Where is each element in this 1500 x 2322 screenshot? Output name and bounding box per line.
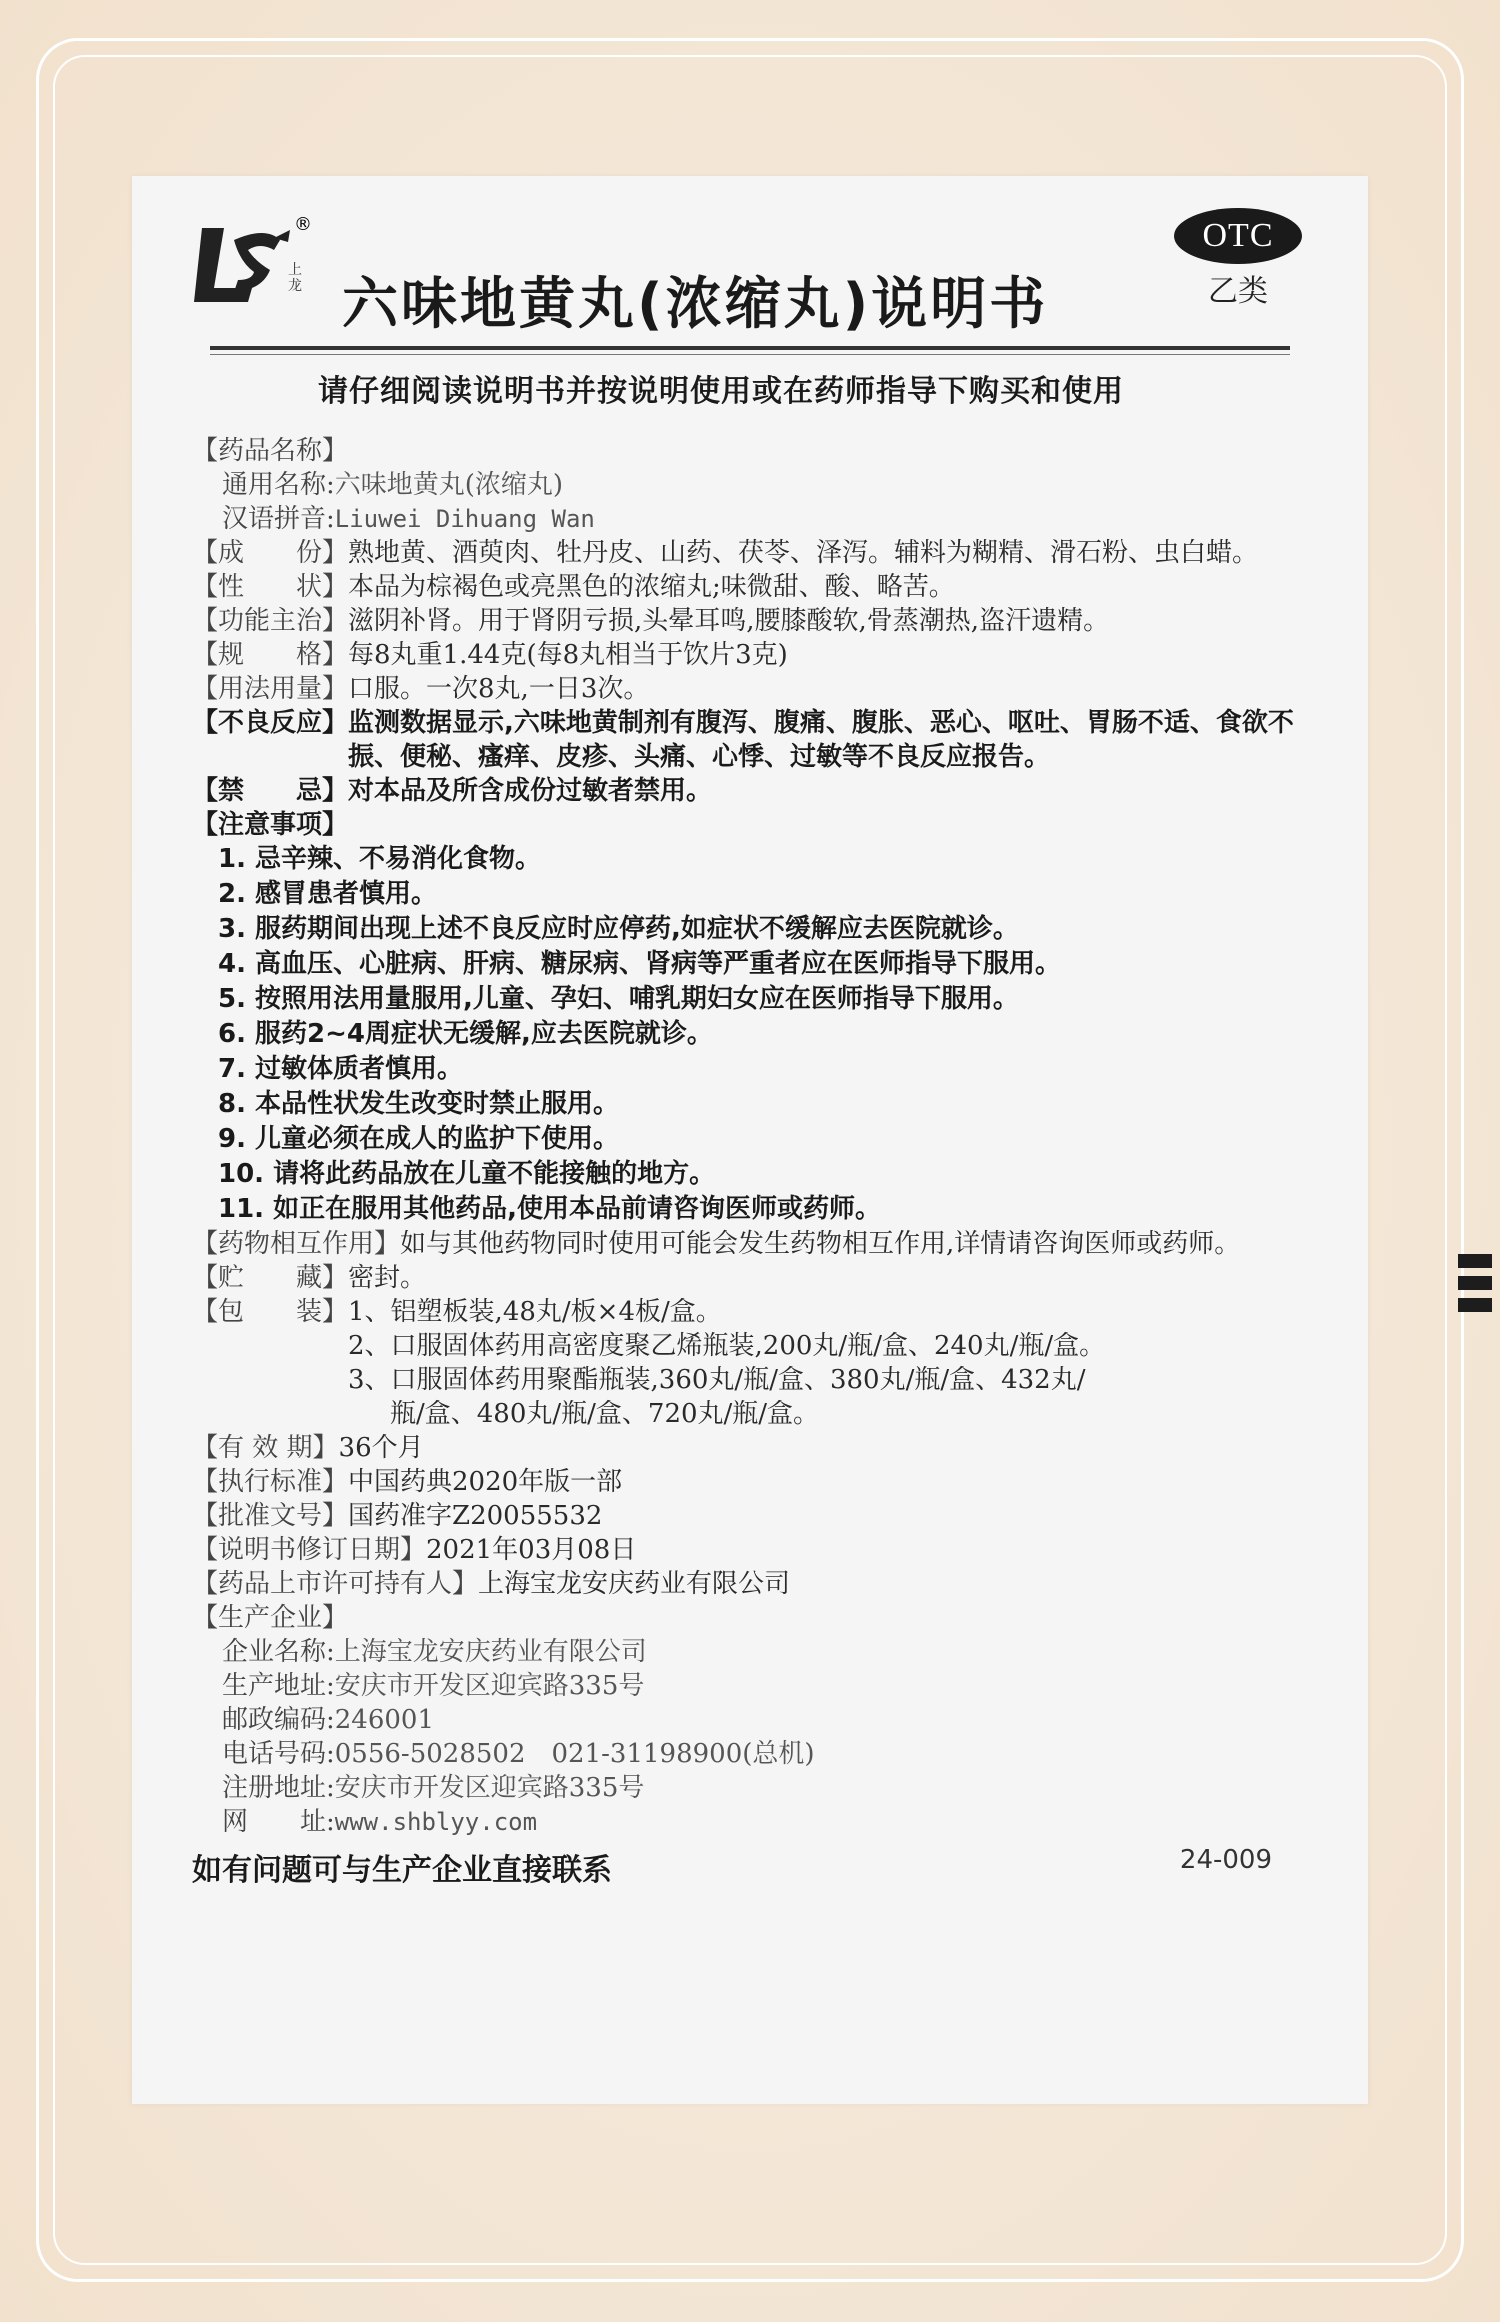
dosage-label: 【用法用量】 <box>192 674 349 704</box>
packaging-item-3: 3、口服固体药用聚酯瓶装,360丸/瓶/盒、380丸/瓶/盒、432丸/ <box>348 1365 1086 1395</box>
packaging-item-2: 2、口服固体药用高密度聚乙烯瓶装,200丸/瓶/盒、240丸/瓶/盒。 <box>348 1331 1106 1361</box>
approval-value: 国药准字Z20055532 <box>348 1501 603 1531</box>
revision-value: 2021年03月08日 <box>426 1535 637 1565</box>
precaution-item: 6. 服药2~4周症状无缓解,应去医院就诊。 <box>218 1019 713 1049</box>
precaution-item: 1. 忌辛辣、不易消化食物。 <box>218 844 542 874</box>
edge-mark <box>1458 1298 1492 1312</box>
otc-label: OTC <box>1174 208 1302 264</box>
production-address-row <box>192 1669 1312 1703</box>
logo-text: 上龙 <box>288 262 302 294</box>
precaution-item: 3. 服药期间出现上述不良反应时应停药,如症状不缓解应去医院就诊。 <box>218 914 1019 944</box>
ingredients-row <box>192 536 1312 570</box>
manufacturer-section <box>192 1601 1312 1635</box>
storage-row <box>192 1261 1312 1295</box>
precaution-item: 9. 儿童必须在成人的监护下使用。 <box>218 1124 620 1154</box>
pinyin-value: Liuwei Dihuang Wan <box>334 505 595 533</box>
edge-mark <box>1458 1276 1492 1290</box>
holder-label: 【药品上市许可持有人】 <box>192 1569 479 1599</box>
precaution-item: 10. 请将此药品放在儿童不能接触的地方。 <box>218 1159 716 1189</box>
instruction-leaflet <box>132 176 1368 2104</box>
ingredients-label: 【成 份】 <box>192 538 349 568</box>
character-value: 本品为棕褐色或亮黑色的浓缩丸;味微甜、酸、略苦。 <box>348 572 955 602</box>
website-value: www.shblyy.com <box>334 1808 538 1836</box>
packaging-item-3-cont: 瓶/盒、480丸/瓶/盒、720丸/瓶/盒。 <box>390 1399 820 1429</box>
ingredients-value: 熟地黄、酒萸肉、牡丹皮、山药、茯苓、泽泻。辅料为糊精、滑石粉、虫白蜡。 <box>348 538 1259 568</box>
spec-row <box>192 638 1312 672</box>
title-rule <box>210 346 1290 350</box>
holder-row <box>192 1567 1312 1601</box>
standard-value: 中国药典2020年版一部 <box>348 1467 623 1497</box>
adverse-label: 【不良反应】 <box>192 708 349 738</box>
standard-row <box>192 1465 1312 1499</box>
precaution-item: 2. 感冒患者慎用。 <box>218 879 438 909</box>
zip-label: 邮政编码: <box>222 1705 335 1735</box>
company-name-value: 上海宝龙安庆药业有限公司 <box>334 1637 647 1667</box>
standard-label: 【执行标准】 <box>192 1467 349 1497</box>
phone-label: 电话号码: <box>222 1739 335 1769</box>
adverse-value: 监测数据显示,六味地黄制剂有腹泻、腹痛、腹胀、恶心、呕吐、胃肠不适、食欲不振、便秘、瘙痒、皮疹、头痛、心悸、过敏等不良反应报告。 <box>348 708 1294 772</box>
generic-name-value: 六味地黄丸(浓缩丸) <box>334 470 564 500</box>
generic-name-row <box>192 468 1312 502</box>
indications-row <box>192 604 1312 638</box>
adverse-row <box>192 706 1312 774</box>
indications-label: 【功能主治】 <box>192 606 349 636</box>
precaution-item: 8. 本品性状发生改变时禁止服用。 <box>218 1089 620 1119</box>
brand-logo <box>190 214 312 318</box>
storage-label: 【贮 藏】 <box>192 1263 349 1293</box>
title-rule-thin <box>210 354 1290 355</box>
validity-row <box>192 1431 1312 1465</box>
precaution-item: 11. 如正在服用其他药品,使用本品前请咨询医师或药师。 <box>218 1194 881 1224</box>
registered-address-label: 注册地址: <box>222 1773 335 1803</box>
precautions-label: 【注意事项】 <box>192 810 349 840</box>
drug-name-section <box>192 434 1312 468</box>
approval-label: 【批准文号】 <box>192 1501 349 1531</box>
leaflet-title: 六味地黄丸(浓缩丸)说明书 <box>342 272 1049 337</box>
registered-address-value: 安庆市开发区迎宾路335号 <box>334 1773 645 1803</box>
packaging-row <box>192 1295 1312 1329</box>
footer <box>192 1845 1312 1889</box>
precaution-item: 5. 按照用法用量服用,儿童、孕妇、哺乳期妇女应在医师指导下服用。 <box>218 984 1019 1014</box>
revision-row <box>192 1533 1312 1567</box>
packaging-item-1: 1、铝塑板装,48丸/板×4板/盒。 <box>348 1297 722 1327</box>
interaction-row <box>192 1227 1312 1261</box>
contra-value: 对本品及所含成份过敏者禁用。 <box>348 776 713 806</box>
character-row <box>192 570 1312 604</box>
packaging-label: 【包 装】 <box>192 1297 349 1327</box>
website-row <box>192 1805 1312 1839</box>
website-label: 网 址: <box>222 1807 335 1837</box>
validity-label: 【有 效 期】 <box>192 1433 339 1463</box>
revision-label: 【说明书修订日期】 <box>192 1535 427 1565</box>
interaction-value: 如与其他药物同时使用可能会发生药物相互作用,详情请咨询医师或药师。 <box>400 1229 1241 1259</box>
edge-marks <box>1458 1254 1492 1320</box>
character-label: 【性 状】 <box>192 572 349 602</box>
phone-row <box>192 1737 1312 1771</box>
pinyin-row <box>192 502 1312 536</box>
zip-row <box>192 1703 1312 1737</box>
holder-value: 上海宝龙安庆药业有限公司 <box>478 1569 791 1599</box>
phone-value: 0556-5028502 021-31198900(总机) <box>334 1739 815 1769</box>
leaflet-subtitle: 请仔细阅读说明书并按说明使用或在药师指导下购买和使用 <box>318 374 1124 409</box>
registered-mark: ® <box>294 214 312 235</box>
pinyin-label: 汉语拼音: <box>222 504 335 534</box>
contra-label: 【禁 忌】 <box>192 776 349 806</box>
production-address-label: 生产地址: <box>222 1671 335 1701</box>
manufacturer-label: 【生产企业】 <box>192 1603 349 1633</box>
spec-label: 【规 格】 <box>192 640 349 670</box>
indications-value: 滋阴补肾。用于肾阴亏损,头晕耳鸣,腰膝酸软,骨蒸潮热,盗汗遗精。 <box>348 606 1110 636</box>
drug-name-label: 【药品名称】 <box>192 436 349 466</box>
contra-row <box>192 774 1312 808</box>
precaution-item: 7. 过敏体质者慎用。 <box>218 1054 464 1084</box>
otc-class: 乙类 <box>1208 274 1268 309</box>
generic-name-label: 通用名称: <box>222 470 335 500</box>
precaution-item: 4. 高血压、心脏病、肝病、糖尿病、肾病等严重者应在医师指导下服用。 <box>218 949 1062 979</box>
storage-value: 密封。 <box>348 1263 427 1293</box>
precautions-section <box>192 808 1312 842</box>
production-address-value: 安庆市开发区迎宾路335号 <box>334 1671 645 1701</box>
leaflet-code: 24-009 <box>1179 1845 1272 1875</box>
contact-note: 如有问题可与生产企业直接联系 <box>192 1853 612 1888</box>
approval-row <box>192 1499 1312 1533</box>
dosage-row <box>192 672 1312 706</box>
registered-address-row <box>192 1771 1312 1805</box>
dosage-value: 口服。一次8丸,一日3次。 <box>348 674 650 704</box>
zip-value: 246001 <box>334 1705 435 1735</box>
company-name-label: 企业名称: <box>222 1637 335 1667</box>
leaflet-content <box>192 434 1312 1889</box>
validity-value: 36个月 <box>338 1433 424 1463</box>
spec-value: 每8丸重1.44克(每8丸相当于饮片3克) <box>348 640 788 670</box>
interaction-label: 【药物相互作用】 <box>192 1229 401 1259</box>
company-name-row <box>192 1635 1312 1669</box>
edge-mark <box>1458 1254 1492 1268</box>
